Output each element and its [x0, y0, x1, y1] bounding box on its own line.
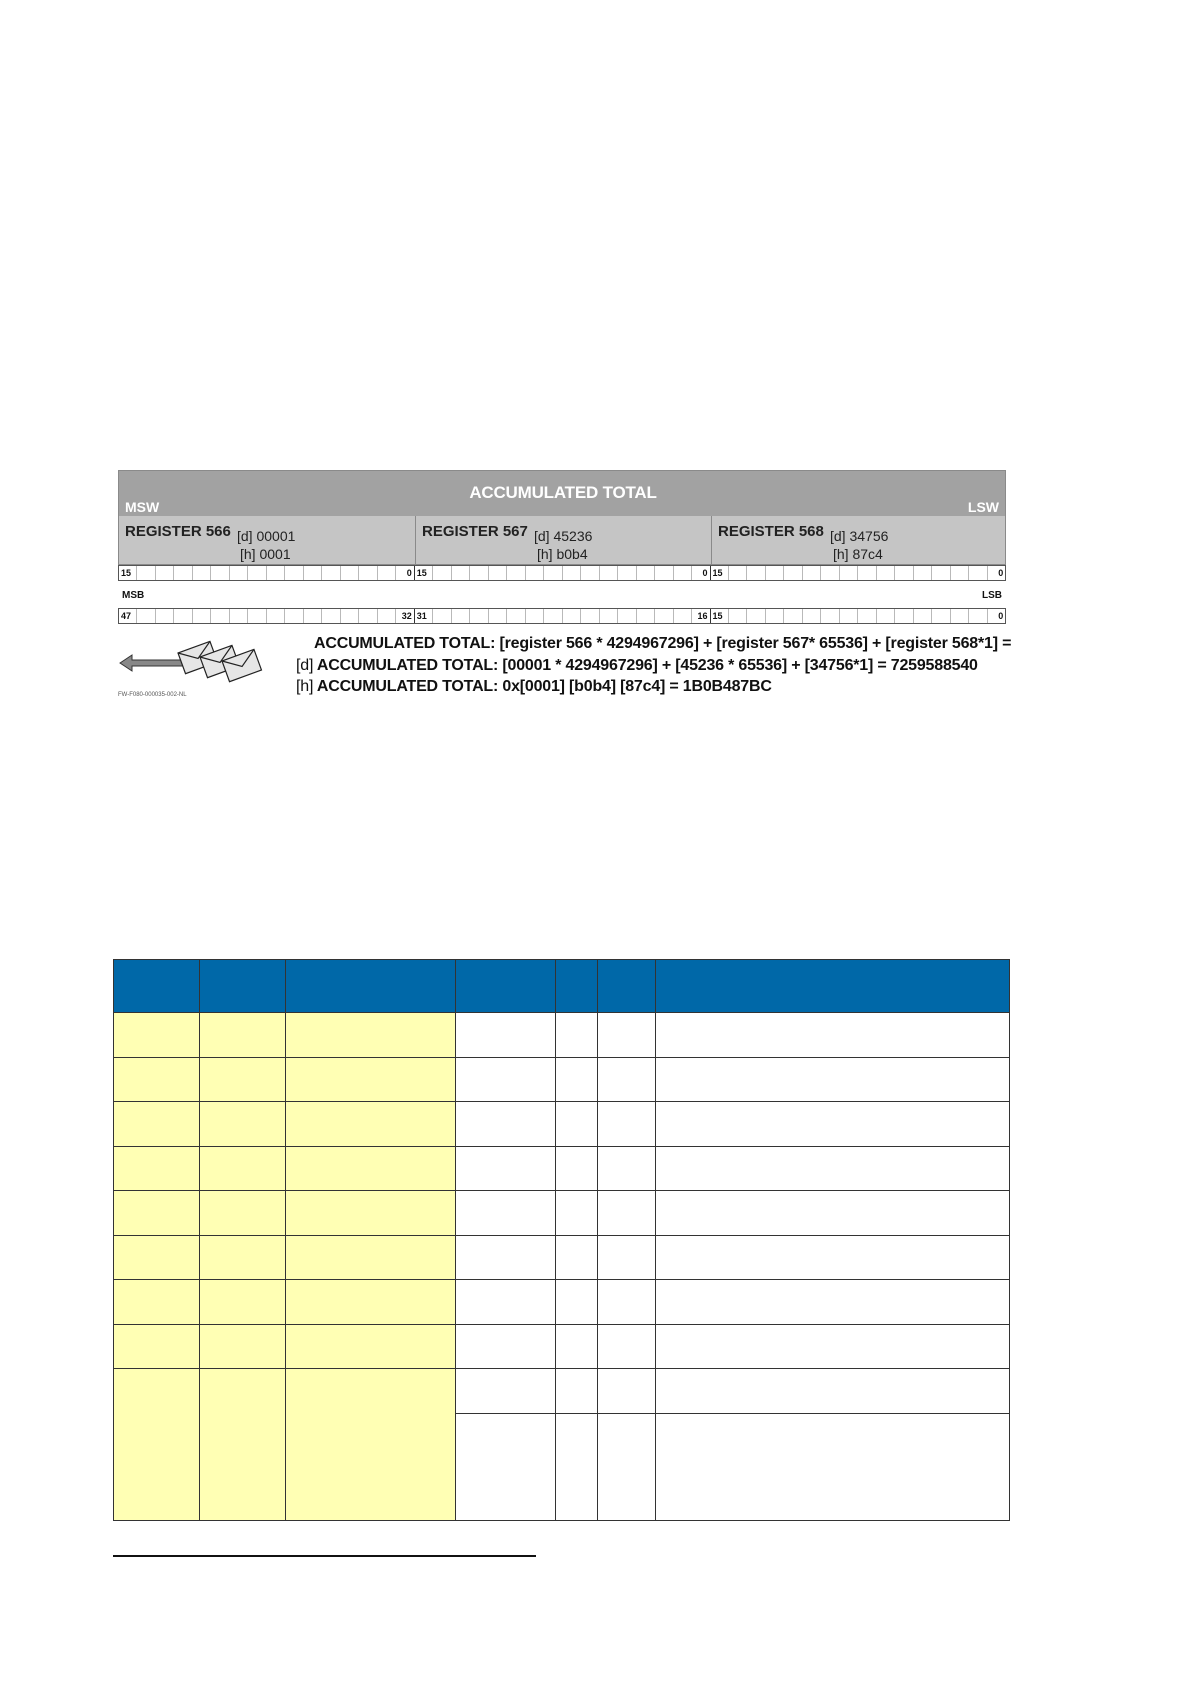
- bit-row-registers: [118, 565, 1006, 581]
- bit-cell: 15: [121, 568, 132, 578]
- table-row: [114, 1280, 1010, 1325]
- table-cell: [556, 1280, 598, 1325]
- bit-cell: [488, 609, 506, 623]
- bit-cell: [543, 609, 561, 623]
- table-cell: [286, 1369, 456, 1521]
- bit-cell: [136, 609, 154, 623]
- table-cell: [114, 1324, 200, 1369]
- bit-cell: [210, 566, 228, 580]
- diagram-header: [118, 470, 1006, 565]
- table-cell: [656, 1191, 1010, 1236]
- bit-cell: [599, 566, 617, 580]
- bit-cell: 16: [691, 609, 709, 623]
- register-name: REGISTER 566: [125, 523, 231, 540]
- table-row: [114, 1013, 1010, 1058]
- bit-cell: [358, 566, 376, 580]
- bit-cell: 15: [710, 566, 728, 580]
- bit-cell: [820, 566, 838, 580]
- table-header-cell: [286, 960, 456, 1013]
- table-cell: [286, 1057, 456, 1102]
- bit-cell: 15: [414, 566, 432, 580]
- table-cell: [456, 1191, 556, 1236]
- table-header-row: [114, 960, 1010, 1013]
- table-header-cell: [556, 960, 598, 1013]
- bit-cell: 47: [121, 611, 132, 621]
- table-row: [114, 1369, 1010, 1414]
- bit-cell: [321, 566, 339, 580]
- table-cell: [598, 1369, 656, 1414]
- table-cell: [286, 1235, 456, 1280]
- table-cell: [200, 1102, 286, 1147]
- table-cell: [286, 1191, 456, 1236]
- bit-cell: [247, 609, 265, 623]
- bit-cell: [136, 566, 154, 580]
- table-cell: [200, 1369, 286, 1521]
- formula-hex-text: ACCUMULATED TOTAL: 0x[0001] [b0b4] [87c4] = 1B0B487BC: [316, 678, 772, 695]
- bit-cell: [636, 566, 654, 580]
- bit-cell: [247, 566, 265, 580]
- bit-cell: [580, 566, 598, 580]
- table-cell: [556, 1324, 598, 1369]
- table-cell: [656, 1102, 1010, 1147]
- bit-cell: [192, 609, 210, 623]
- table-cell: [656, 1235, 1010, 1280]
- bit-cell: [746, 566, 764, 580]
- bit-cell: [654, 609, 672, 623]
- lsw-label: LSW: [967, 499, 999, 515]
- bit-cell: 0: [691, 566, 709, 580]
- bit-cell: [839, 566, 857, 580]
- msw-label: MSW: [125, 499, 160, 515]
- table-header-cell: [114, 960, 200, 1013]
- bit-cell: 32: [395, 609, 413, 623]
- table-row: [114, 1146, 1010, 1191]
- table-cell: [200, 1013, 286, 1058]
- bit-cell: [765, 609, 783, 623]
- table-cell: [556, 1013, 598, 1058]
- table-cell: [286, 1013, 456, 1058]
- bit-cell: [876, 609, 894, 623]
- bit-cell: [284, 609, 302, 623]
- table-cell: [656, 1146, 1010, 1191]
- table-cell: [456, 1280, 556, 1325]
- bit-cell: [617, 609, 635, 623]
- table-row: [114, 1324, 1010, 1369]
- formula-hex-prefix: [h]: [296, 678, 314, 695]
- table-cell: [286, 1102, 456, 1147]
- table-cell: [114, 1013, 200, 1058]
- table-cell: [656, 1369, 1010, 1414]
- msb-label: MSB: [122, 590, 145, 601]
- table-cell: [114, 1146, 200, 1191]
- bit-cell: [155, 609, 173, 623]
- figure-id: FW-F080-000035-002-NL: [118, 692, 187, 698]
- bit-cell: [783, 566, 801, 580]
- table-cell: [456, 1324, 556, 1369]
- bit-cell: [488, 566, 506, 580]
- bit-cell: [857, 609, 875, 623]
- register-table: [113, 959, 1010, 1521]
- bit-cell: [802, 609, 820, 623]
- bit-cell: [543, 566, 561, 580]
- bit-cell: [913, 609, 931, 623]
- table-cell: [598, 1013, 656, 1058]
- register-hex-value: [h] 87c4: [833, 546, 883, 562]
- table-cell: [114, 1280, 200, 1325]
- table-cell: [656, 1280, 1010, 1325]
- table-cell: [114, 1235, 200, 1280]
- bit-cell: [783, 609, 801, 623]
- bit-cell: [746, 609, 764, 623]
- bit-cell: [968, 566, 986, 580]
- bit-cell: [654, 566, 672, 580]
- table-cell: [114, 1102, 200, 1147]
- bit-cell: [377, 566, 395, 580]
- bit-cell: [950, 609, 968, 623]
- bit-cell: [599, 609, 617, 623]
- bit-cell: [303, 566, 321, 580]
- bit-cell: [340, 566, 358, 580]
- table-cell: [200, 1324, 286, 1369]
- bit-cell: [525, 609, 543, 623]
- diagram-title: ACCUMULATED TOTAL: [469, 483, 657, 502]
- bit-cell: [839, 609, 857, 623]
- bit-cell: [950, 566, 968, 580]
- bit-cell: [876, 566, 894, 580]
- bit-cell: [229, 609, 247, 623]
- bit-cell: [636, 609, 654, 623]
- table-cell: [286, 1324, 456, 1369]
- bit-cell: [894, 566, 912, 580]
- bit-cell: [765, 566, 783, 580]
- table-cell: [656, 1057, 1010, 1102]
- register-dec-value: [d] 45236: [534, 528, 593, 544]
- bit-cell: [173, 566, 191, 580]
- bit-cell: [266, 609, 284, 623]
- register-568-cell: [711, 516, 1007, 566]
- bit-cell: [562, 566, 580, 580]
- lsb-label: LSB: [982, 590, 1002, 601]
- bit-cell: [802, 566, 820, 580]
- register-dec-value: [d] 34756: [830, 528, 889, 544]
- bit-cell: [210, 609, 228, 623]
- bit-row-combined: [118, 608, 1006, 624]
- table-cell: [456, 1235, 556, 1280]
- table-cell: [656, 1413, 1010, 1520]
- bit-cell: [673, 566, 691, 580]
- table-cell: [598, 1102, 656, 1147]
- bit-cell: [525, 566, 543, 580]
- formula-hex: [296, 678, 772, 696]
- table-cell: [114, 1191, 200, 1236]
- bit-cell: [728, 566, 746, 580]
- table-cell: [556, 1235, 598, 1280]
- bit-cell: 15: [710, 609, 728, 623]
- table-cell: [114, 1369, 200, 1521]
- table-row: [114, 1235, 1010, 1280]
- table-cell: [456, 1146, 556, 1191]
- bit-cell: [432, 566, 450, 580]
- bit-cell: [451, 566, 469, 580]
- register-hex-value: [h] b0b4: [537, 546, 588, 562]
- register-name: REGISTER 568: [718, 523, 824, 540]
- table-header-cell: [598, 960, 656, 1013]
- table-cell: [456, 1057, 556, 1102]
- table-cell: [456, 1413, 556, 1520]
- formula-decimal: [296, 657, 978, 675]
- table-row: [114, 1102, 1010, 1147]
- table-cell: [286, 1146, 456, 1191]
- table-cell: [200, 1191, 286, 1236]
- table-cell: [598, 1146, 656, 1191]
- table-cell: [598, 1191, 656, 1236]
- register-dec-value: [d] 00001: [237, 528, 296, 544]
- bit-cell: [321, 609, 339, 623]
- table-cell: [556, 1369, 598, 1414]
- bit-cell: [894, 609, 912, 623]
- table-cell: [598, 1057, 656, 1102]
- bit-cell: [303, 609, 321, 623]
- bit-cell: [931, 566, 949, 580]
- bit-cell: [432, 609, 450, 623]
- accumulated-total-diagram: [118, 470, 1012, 705]
- register-name: REGISTER 567: [422, 523, 528, 540]
- bit-cell: [266, 566, 284, 580]
- bit-cell: [229, 566, 247, 580]
- formula-general: ACCUMULATED TOTAL: [register 566 * 4294967296] + [register 567* 65536] + [register 568*1] =: [314, 635, 1012, 652]
- bit-cell: [173, 609, 191, 623]
- bit-cell: [340, 609, 358, 623]
- bit-cell: [617, 566, 635, 580]
- bit-cell: [469, 609, 487, 623]
- table-cell: [556, 1057, 598, 1102]
- bit-cell: 0: [395, 566, 413, 580]
- table-header-cell: [200, 960, 286, 1013]
- bit-cell: [931, 609, 949, 623]
- table-cell: [456, 1369, 556, 1414]
- table-cell: [456, 1102, 556, 1147]
- table-cell: [656, 1324, 1010, 1369]
- bit-cell: 0: [987, 609, 1005, 623]
- table-header-cell: [656, 960, 1010, 1013]
- bit-cell: [913, 566, 931, 580]
- table-cell: [556, 1102, 598, 1147]
- table-row: [114, 1191, 1010, 1236]
- bit-cell: [451, 609, 469, 623]
- register-567-cell: [415, 516, 711, 566]
- table-cell: [200, 1280, 286, 1325]
- bit-cell: [192, 566, 210, 580]
- bit-cell: [673, 609, 691, 623]
- table-cell: [598, 1235, 656, 1280]
- bit-cell: [358, 609, 376, 623]
- bit-cell: [820, 609, 838, 623]
- table-row: [114, 1057, 1010, 1102]
- register-566-cell: [119, 516, 415, 566]
- arrow-envelopes-icon: [118, 635, 268, 695]
- bit-cell: [506, 609, 524, 623]
- table-cell: [598, 1413, 656, 1520]
- table-cell: [598, 1324, 656, 1369]
- table-cell: [456, 1013, 556, 1058]
- table-cell: [286, 1280, 456, 1325]
- table-header-cell: [456, 960, 556, 1013]
- table-cell: [200, 1235, 286, 1280]
- bit-cell: [728, 609, 746, 623]
- bit-cell: [968, 609, 986, 623]
- bit-cell: 0: [987, 566, 1005, 580]
- bit-cell: [155, 566, 173, 580]
- bit-cell: [284, 566, 302, 580]
- table-cell: [556, 1146, 598, 1191]
- register-hex-value: [h] 0001: [240, 546, 291, 562]
- bit-cell: [580, 609, 598, 623]
- table-cell: [598, 1280, 656, 1325]
- table-cell: [556, 1191, 598, 1236]
- bit-cell: [377, 609, 395, 623]
- table-cell: [200, 1146, 286, 1191]
- bit-cell: 31: [414, 609, 432, 623]
- table-cell: [556, 1413, 598, 1520]
- formula-decimal-prefix: [d]: [296, 657, 314, 674]
- table-cell: [656, 1013, 1010, 1058]
- table-cell: [200, 1057, 286, 1102]
- formula-decimal-text: ACCUMULATED TOTAL: [00001 * 4294967296] + [45236 * 65536] + [34756*1] = 7259588540: [316, 657, 978, 674]
- footnote-rule: [113, 1555, 536, 1557]
- bit-cell: [562, 609, 580, 623]
- bit-cell: [469, 566, 487, 580]
- bit-cell: [506, 566, 524, 580]
- table-cell: [114, 1057, 200, 1102]
- bit-cell: [857, 566, 875, 580]
